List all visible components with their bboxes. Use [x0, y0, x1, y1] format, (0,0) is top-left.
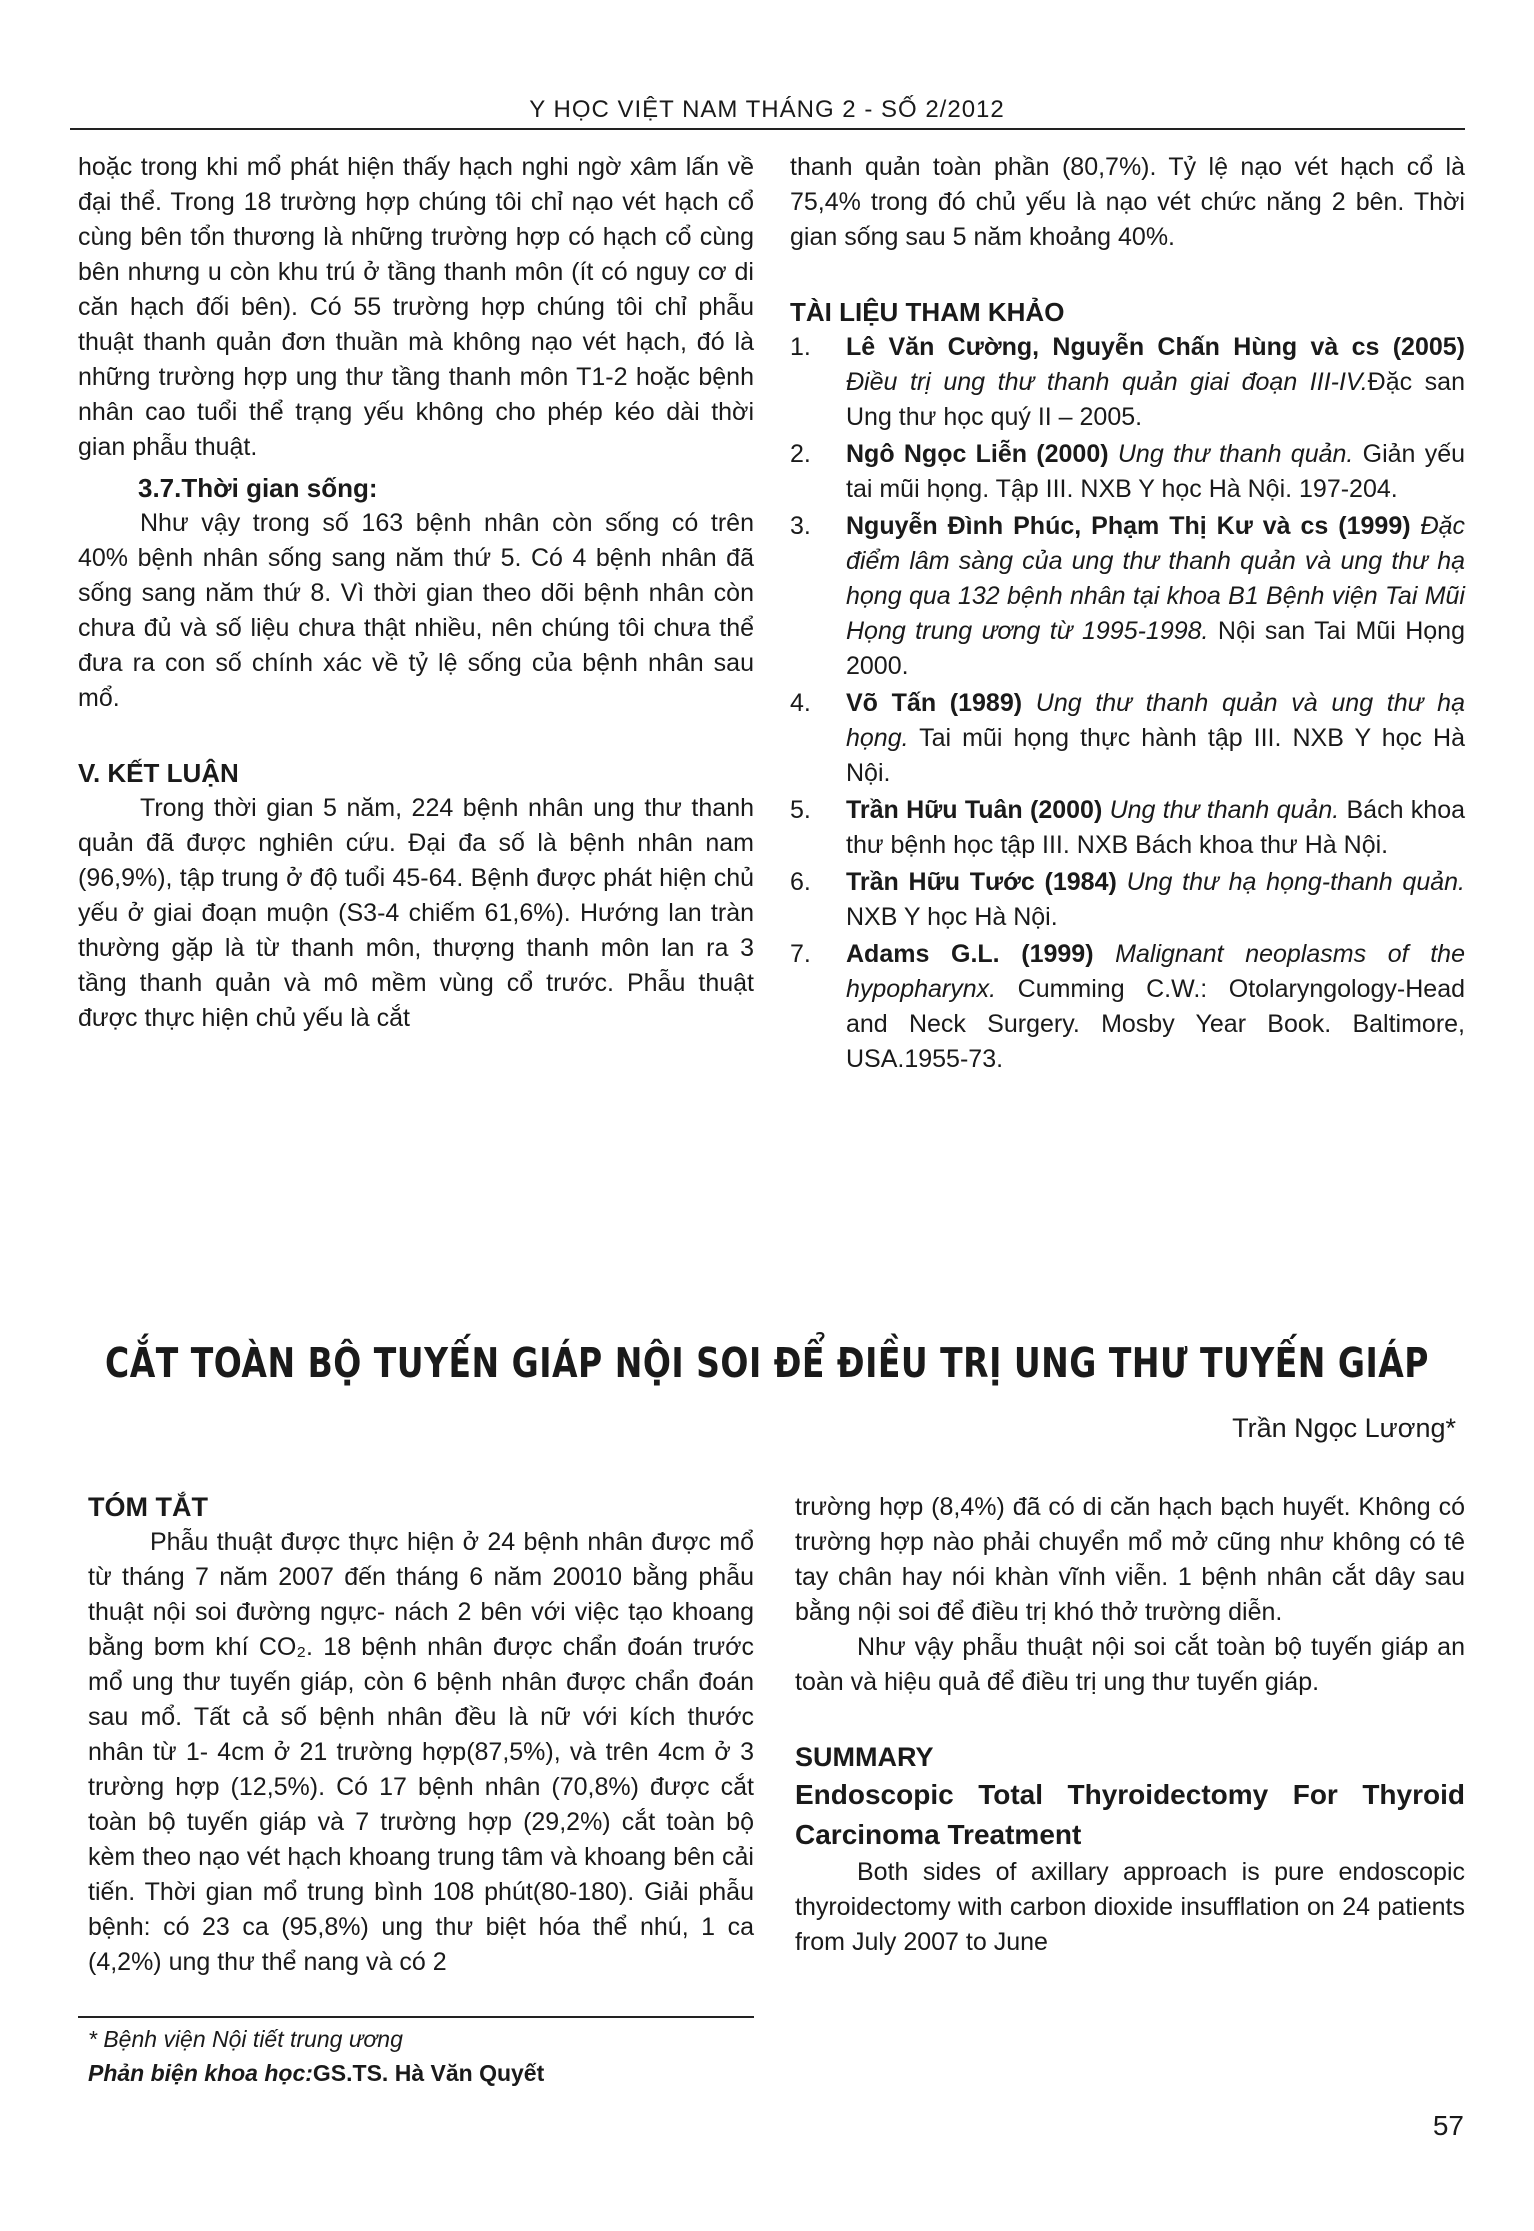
- page-number: 57: [1432, 2110, 1464, 2141]
- abstract-paragraph-1: Phẫu thuật được thực hiện ở 24 bệnh nhân được mổ từ tháng 7 năm 2007 đến tháng 6 năm 20010 bằng phẫu thuật nội soi đường ngực- nách 2 bên với việc tạo khoang bằng bơm khí CO₂. 18 bệnh nhân được chẩn đoán trước mổ ung thư tuyến giáp, còn 6 bệnh nhân được chẩn đoán sau mổ. Tất cả số bệnh nhân đều là nữ với kích thước nhân từ 1- 4cm ở 21 trường hợp(87,5%), và trên 4cm ở 3 trường hợp (12,5%). Có 17 bệnh nhân (70,8%) được cắt toàn bộ tuyến giáp và 7 trường hợp (29,2%) cắt toàn bộ kèm theo nạo vét hạch khoang trung tâm và khoang bên cải tiến. Thời gian mổ trung bình 108 phút(80-180). Giải phẫu bệnh: có 23 ca (95,8%) ung thư biệt hóa thể nhú, 1 ca (4,2%) ung thư thể nang và có 2: [88, 1528, 754, 1976]
- section-heading-3-7: 3.7.Thời gian sống:: [138, 473, 378, 503]
- abstract-heading: TÓM TẮT: [88, 1492, 208, 1522]
- abstract-continued-column: [795, 1490, 1465, 1960]
- reference-item: 6. Trần Hữu Tước (1984) Ung thư hạ họng-thanh quản. NXB Y học Hà Nội.: [790, 868, 1465, 931]
- left-paragraph-3: Trong thời gian 5 năm, 224 bệnh nhân ung thư thanh quản đã được nghiên cứu. Đại đa số là bệnh nhân nam (96,9%), tập trung ở độ tuổi 45-64. Bệnh được phát hiện chủ yếu ở giai đoạn muộn (S3-4 chiếm 61,6%). Hướng lan tràn thường gặp là từ thanh môn, thượng thanh môn lan ra 3 tầng thanh quản và mô mềm vùng cổ trước. Phẫu thuật được thực hiện chủ yếu là cắt: [78, 794, 754, 1032]
- references-heading: TÀI LIỆU THAM KHẢO: [790, 297, 1065, 327]
- abstract-column: [88, 1490, 754, 1980]
- reference-item: 3. Nguyễn Đình Phúc, Phạm Thị Kư và cs (1999) Đặc điểm lâm sàng của ung thư thanh quản và ung thư hạ họng qua 132 bệnh nhân tại khoa B1 Bệnh viện Tai Mũi Họng trung ương từ 1995-1998. Nội san Tai Mũi Họng 2000.: [790, 512, 1465, 680]
- header-rule: [70, 128, 1465, 130]
- summary-paragraph-1: Both sides of axillary approach is pure endoscopic thyroidectomy with carbon dioxide insufflation on 24 patients from July 2007 to June: [795, 1858, 1465, 1956]
- summary-heading: SUMMARY: [795, 1742, 934, 1772]
- footnote: [88, 2022, 544, 2090]
- reference-item: 1. Lê Văn Cường, Nguyễn Chấn Hùng và cs (2005) Điều trị ung thư thanh quản giai đoạn III-IV.Đặc san Ung thư học quý II – 2005.: [790, 333, 1465, 431]
- footnote-reviewer: [88, 2056, 544, 2090]
- section-heading-conclusion: V. KẾT LUẬN: [78, 758, 239, 788]
- references-list: [790, 330, 1465, 1077]
- reference-item: 7. Adams G.L. (1999) Malignant neoplasms of the hypopharynx. Cumming C.W.: Otolaryngology-Head and Neck Surgery. Mosby Year Book. Baltimore, USA.1955-73.: [790, 940, 1465, 1073]
- running-head: Y HỌC VIỆT NAM THÁNG 2 - SỐ 2/2012: [529, 96, 1005, 123]
- abstract-paragraph-3: Như vậy phẫu thuật nội soi cắt toàn bộ tuyến giáp an toàn và hiệu quả để điều trị ung thư tuyến giáp.: [795, 1633, 1465, 1696]
- left-paragraph-2: Như vậy trong số 163 bệnh nhân còn sống có trên 40% bệnh nhân sống sang năm thứ 5. Có 4 bệnh nhân đã sống sang năm thứ 8. Vì thời gian theo dõi bệnh nhân còn chưa đủ và số liệu chưa thật nhiều, nên chúng tôi chưa thể đưa ra con số chính xác về tỷ lệ sống của bệnh nhân sau mổ.: [78, 509, 754, 712]
- footnote-affiliation: * Bệnh viện Nội tiết trung ương: [88, 2026, 403, 2052]
- abstract-paragraph-2: trường hợp (8,4%) đã có di căn hạch bạch huyết. Không có trường hợp nào phải chuyển mổ mở cũng như không có tê tay chân hay nói khàn vĩnh viễn. 1 bệnh nhân cắt dây sau bằng nội soi để điều trị khó thở trường diễn.: [795, 1493, 1465, 1626]
- reviewer-label: Phản biện khoa học:: [88, 2060, 313, 2086]
- reference-item: 2. Ngô Ngọc Liễn (2000) Ung thư thanh quản. Giản yếu tai mũi họng. Tập III. NXB Y học Hà Nội. 197-204.: [790, 440, 1466, 503]
- article-title: CẮT TOÀN BỘ TUYẾN GIÁP NỘI SOI ĐỂ ĐIỀU TRỊ UNG THƯ TUYẾN GIÁP: [105, 1338, 1429, 1387]
- reviewer-name: GS.TS. Hà Văn Quyết: [312, 2060, 545, 2086]
- left-paragraph-1: hoặc trong khi mổ phát hiện thấy hạch nghi ngờ xâm lấn về đại thể. Trong 18 trường hợp chúng tôi chỉ nạo vét hạch cổ cùng bên tổn thương là những trường hợp có hạch cổ cùng bên nhưng u còn khu trú ở tầng thanh môn (ít có nguy cơ di căn hạch đối bên). Có 55 trường hợp chúng tôi chỉ phẫu thuật thanh quản đơn thuần mà không nạo vét hạch, đó là những trường hợp ung thư tầng thanh môn T1-2 hoặc bệnh nhân cao tuổi thể trạng yếu không cho phép kéo dài thời gian phẫu thuật.: [78, 153, 754, 461]
- article-author: Trần Ngọc Lương*: [1232, 1413, 1456, 1443]
- reference-item: 5. Trần Hữu Tuân (2000) Ung thư thanh quản. Bách khoa thư bệnh học tập III. NXB Bách khoa thư Hà Nội.: [790, 796, 1465, 859]
- left-column: [78, 150, 754, 1036]
- right-paragraph-1: thanh quản toàn phần (80,7%). Tỷ lệ nạo vét hạch cổ là 75,4% trong đó chủ yếu là nạo vét chức năng 2 bên. Thời gian sống sau 5 năm khoảng 40%.: [790, 153, 1465, 251]
- reference-item: 4. Võ Tấn (1989) Ung thư thanh quản và ung thư hạ họng. Tai mũi họng thực hành tập III. NXB Y học Hà Nội.: [790, 689, 1466, 787]
- right-column: [790, 150, 1465, 1079]
- footnote-rule: [78, 2016, 754, 2018]
- summary-title: Endoscopic Total Thyroidectomy For Thyroid Carcinoma Treatment: [795, 1779, 1465, 1850]
